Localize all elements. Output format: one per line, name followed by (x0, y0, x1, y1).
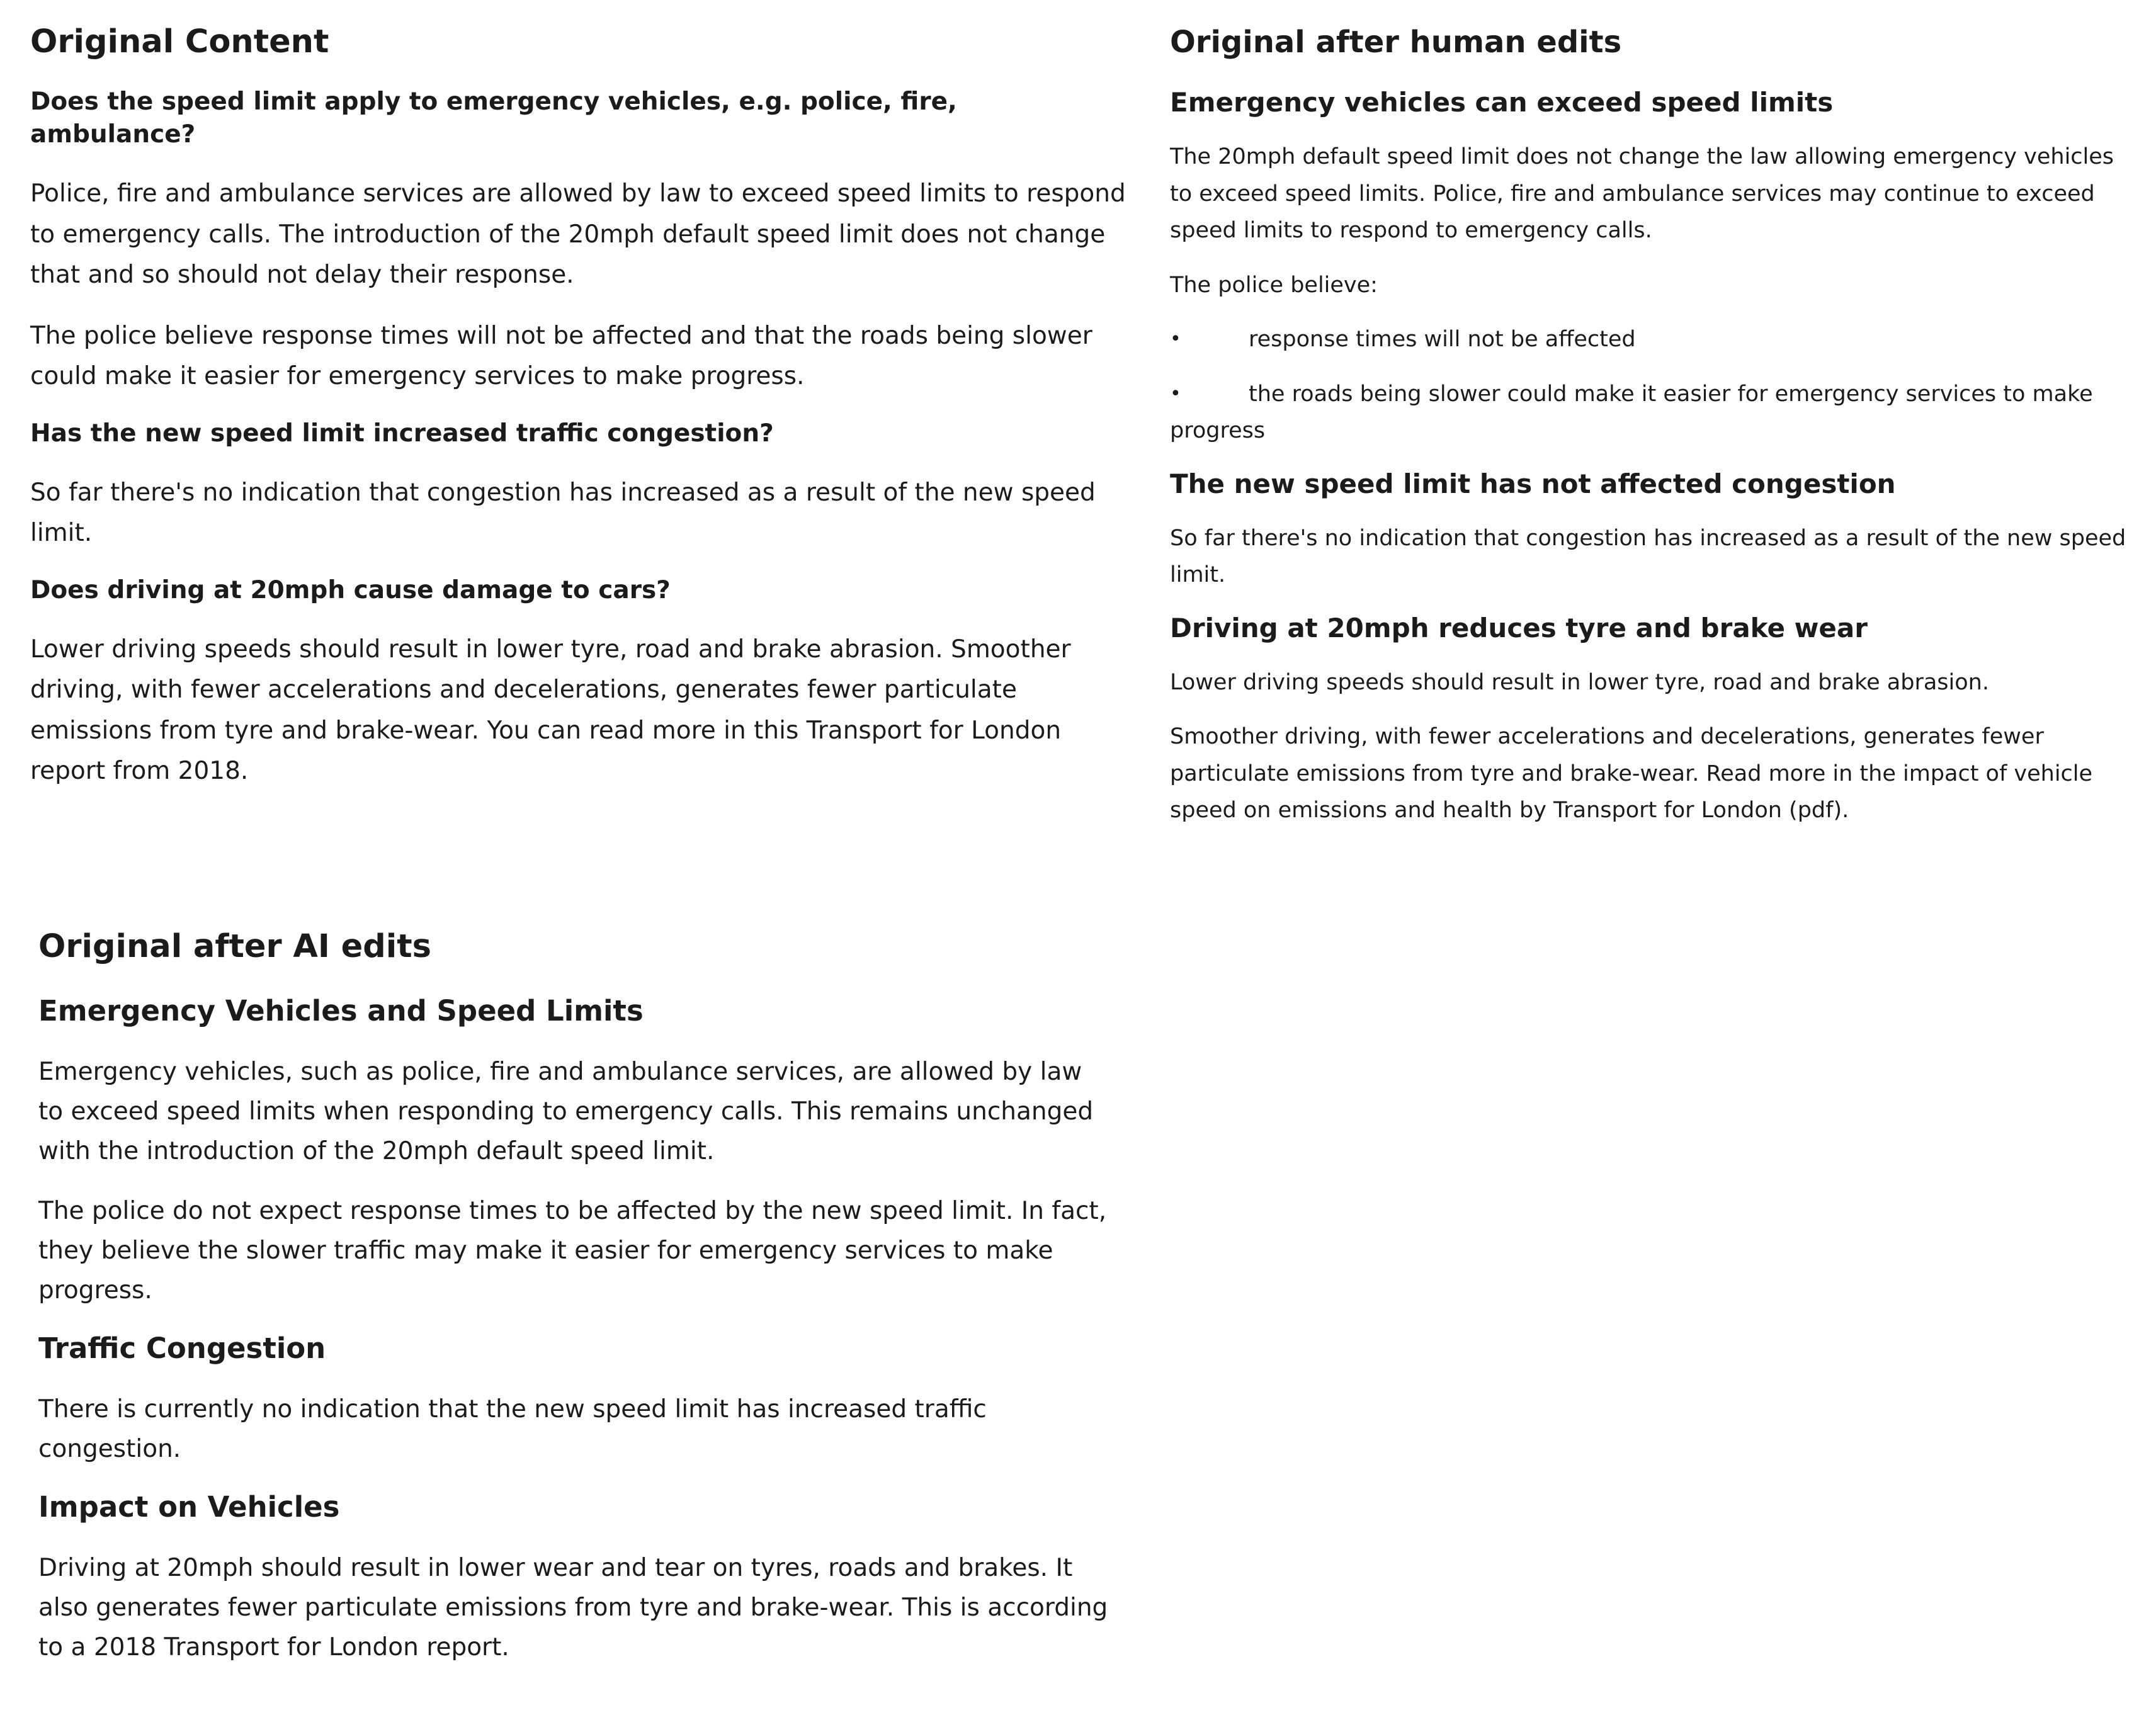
ai-edits-panel (38, 927, 1109, 1687)
ai-edits-title: Original after AI edits (38, 928, 431, 965)
original-emergency-paragraph-1: Police, fire and ambulance services are allowed by law to exceed speed limits to respond to emergency calls. The introduction of the 20mph default speed limit does not change that and so should not delay their response. (30, 179, 1126, 289)
ai-congestion-heading: Traffic Congestion (38, 1332, 326, 1365)
human-bullet-text: response times will not be affected (1249, 327, 1636, 352)
original-content-title: Original Content (30, 23, 329, 60)
original-congestion-heading: Has the new speed limit increased traffic congestion? (30, 419, 774, 448)
human-congestion-paragraph: So far there's no indication that congestion has increased as a result of the new speed limit. (1170, 525, 2126, 587)
human-wear-paragraph-1: Lower driving speeds should result in lower tyre, road and brake abrasion. (1170, 669, 1989, 695)
ai-emergency-paragraph-1: Emergency vehicles, such as police, fire and ambulance services, are allowed by law to exceed speed limits when responding to emergency calls. This remains unchanged with the introduction of the 20mph default speed limit. (38, 1058, 1094, 1165)
original-content-panel (30, 23, 1126, 812)
ai-vehicles-paragraph: Driving at 20mph should result in lower wear and tear on tyres, roads and brakes. It also generates fewer particulate emissions from tyre and brake-wear. This is according to a 2018 Transport for London report. (38, 1554, 1108, 1661)
original-emergency-heading: Does the speed limit apply to emergency vehicles, e.g. police, fire, ambulance? (30, 88, 957, 149)
bullet-icon: • (1170, 328, 1181, 350)
original-damage-paragraph: Lower driving speeds should result in lower tyre, road and brake abrasion. Smoother driving, with fewer accelerations and decelerations, generates fewer particulate emissions from tyre and brake-wear. You can read more in this Transport for London report from 2018. (30, 635, 1071, 785)
ai-congestion-paragraph: There is currently no indication that the new speed limit has increased traffic congestion. (38, 1395, 987, 1463)
original-emergency-paragraph-2: The police believe response times will not be affected and that the roads being slower could make it easier for emergency services to make progress. (30, 321, 1092, 390)
original-damage-heading: Does driving at 20mph cause damage to cars? (30, 575, 671, 604)
human-emergency-paragraph: The 20mph default speed limit does not change the law allowing emergency vehicles to exceed speed limits. Police, fire and ambulance services may continue to exceed speed limits to respond to emergency calls. (1170, 144, 2114, 243)
human-police-intro: The police believe: (1170, 272, 1378, 298)
ai-emergency-paragraph-2: The police do not expect response times to be affected by the new speed limit. In fact, they believe the slower traffic may make it easier for emergency services to make progress. (38, 1197, 1107, 1305)
ai-vehicles-heading: Impact on Vehicles (38, 1490, 340, 1524)
human-wear-heading: Driving at 20mph reduces tyre and brake wear (1170, 612, 1868, 643)
human-bullet-item (1170, 321, 2140, 358)
bullet-icon: • (1170, 382, 1181, 405)
ai-emergency-heading: Emergency Vehicles and Speed Limits (38, 994, 644, 1027)
human-edits-title: Original after human edits (1170, 25, 1622, 60)
human-edits-panel (1170, 23, 2140, 847)
human-bullet-item (1170, 376, 2140, 450)
human-wear-paragraph-2: Smoother driving, with fewer accelerations and decelerations, generates fewer particulate emissions from tyre and brake-wear. Read more in the impact of vehicle speed on emissions and health by Transport for London (pdf). (1170, 724, 2093, 823)
original-congestion-paragraph: So far there's no indication that congestion has increased as a result of the new speed limit. (30, 478, 1096, 547)
human-bullet-text: the roads being slower could make it easier for emergency services to make progress (1170, 381, 2093, 443)
human-emergency-heading: Emergency vehicles can exceed speed limits (1170, 87, 1834, 118)
human-congestion-heading: The new speed limit has not affected congestion (1170, 468, 1896, 499)
